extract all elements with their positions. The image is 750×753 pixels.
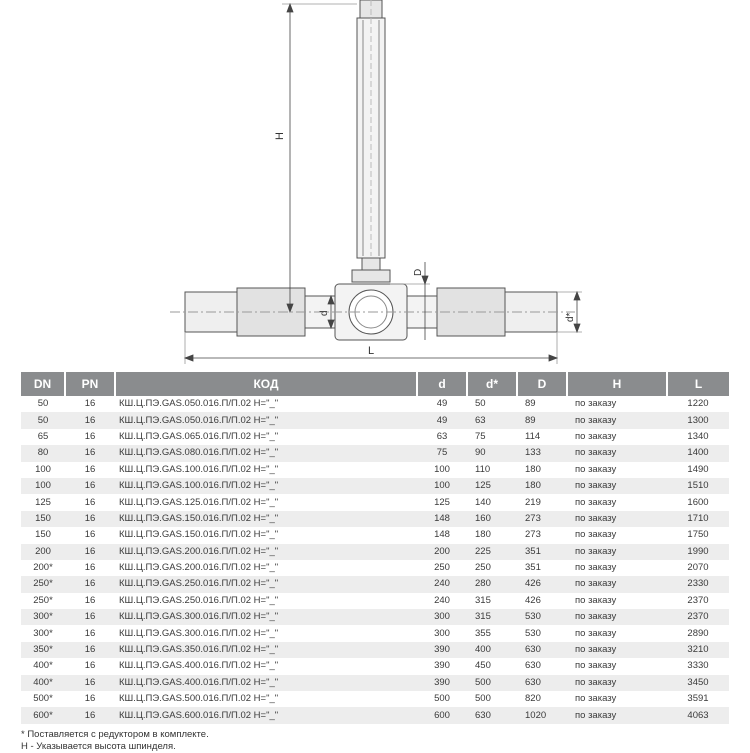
- cell-D: 1020: [517, 707, 567, 723]
- cell-code: КШ.Ц.ПЭ.GAS.300.016.П/П.02 H="_": [115, 609, 417, 625]
- cell-pn: 16: [84, 463, 96, 475]
- table-row: [21, 707, 729, 723]
- cell-D: 89: [517, 412, 567, 428]
- footnote-reducer: * Поставляется с редуктором в комплекте.: [21, 729, 209, 740]
- header-D: D: [517, 372, 567, 396]
- cell-D: 180: [525, 463, 541, 475]
- header-d-star: d*: [467, 372, 517, 396]
- cell-L: 1490: [687, 463, 709, 475]
- table-row: [21, 560, 729, 576]
- table-row: [21, 625, 729, 641]
- cell-L: 3210: [667, 642, 729, 658]
- cell-d-star: 280: [467, 576, 517, 592]
- cell-H: по заказу: [575, 660, 617, 672]
- header-dn: DN: [21, 372, 65, 396]
- cell-d: 300: [434, 627, 450, 639]
- cell-L: 1300: [667, 412, 729, 428]
- cell-pn: 16: [65, 576, 115, 592]
- cell-d-star: 225: [467, 544, 517, 560]
- cell-pn: 16: [84, 398, 96, 410]
- dim-d-label: d: [319, 310, 330, 316]
- table-row: [21, 429, 729, 445]
- cell-d: 250: [434, 562, 450, 574]
- cell-d-star: 315: [467, 609, 517, 625]
- stem-flange: [352, 270, 390, 282]
- spec-table: [21, 372, 729, 724]
- cell-L: 1600: [687, 496, 709, 508]
- cell-pn: 16: [65, 511, 115, 527]
- cell-dn: 200*: [33, 562, 53, 574]
- cell-d: 148: [417, 511, 467, 527]
- cell-d: 200: [417, 544, 467, 560]
- cell-H: по заказу: [567, 642, 667, 658]
- cell-d: 49: [417, 412, 467, 428]
- header-pn: PN: [65, 372, 115, 396]
- cell-pn: 16: [65, 478, 115, 494]
- cell-L: 2070: [687, 562, 709, 574]
- cell-pn: 16: [65, 675, 115, 691]
- cell-L: 3450: [667, 675, 729, 691]
- cell-d: 300: [417, 609, 467, 625]
- cell-H: по заказу: [575, 398, 617, 410]
- cell-code: КШ.Ц.ПЭ.GAS.125.016.П/П.02 H="_": [119, 496, 279, 508]
- cell-H: по заказу: [567, 445, 667, 461]
- table-row: [21, 642, 729, 658]
- cell-D: 530: [525, 627, 541, 639]
- cell-d-star: 250: [475, 562, 491, 574]
- cell-d-star: 450: [475, 660, 491, 672]
- cell-dn: 400*: [21, 675, 65, 691]
- dim-L-label: L: [368, 345, 375, 357]
- dim-d-star-label: d*: [565, 312, 576, 322]
- cell-pn: 16: [84, 594, 96, 606]
- cell-d-star: 125: [467, 478, 517, 494]
- spindle-neck: [362, 258, 380, 270]
- table-row: [21, 691, 729, 707]
- table-row: [21, 511, 729, 527]
- cell-H: по заказу: [567, 544, 667, 560]
- cell-H: по заказу: [567, 412, 667, 428]
- cell-code: КШ.Ц.ПЭ.GAS.150.016.П/П.02 H="_": [115, 511, 417, 527]
- valve-technical-drawing: [0, 0, 750, 370]
- cell-L: 1750: [687, 529, 709, 541]
- cell-D: 630: [525, 660, 541, 672]
- cell-L: 1340: [687, 430, 709, 442]
- cell-d: 240: [417, 576, 467, 592]
- cell-dn: 100: [21, 478, 65, 494]
- cell-dn: 150: [35, 529, 51, 541]
- cell-dn: 350*: [21, 642, 65, 658]
- header-H: H: [567, 372, 667, 396]
- footnote-spindle-height: H - Указывается высота шпинделя.: [21, 741, 176, 752]
- table-row: [21, 544, 729, 560]
- cell-H: по заказу: [575, 693, 617, 705]
- cell-d-star: 63: [467, 412, 517, 428]
- cell-pn: 16: [65, 544, 115, 560]
- cell-pn: 16: [84, 562, 96, 574]
- cell-d: 600: [417, 707, 467, 723]
- cell-d-star: 630: [467, 707, 517, 723]
- cell-code: КШ.Ц.ПЭ.GAS.100.016.П/П.02 H="_": [115, 478, 417, 494]
- cell-H: по заказу: [567, 707, 667, 723]
- dim-D-label: D: [413, 268, 424, 276]
- cell-D: 219: [525, 496, 541, 508]
- cell-dn: 250*: [33, 594, 53, 606]
- cell-d: 390: [417, 675, 467, 691]
- table-row: [21, 445, 729, 461]
- cell-D: 426: [517, 576, 567, 592]
- cell-d: 63: [436, 430, 448, 442]
- table-row: [21, 609, 729, 625]
- cell-L: 2370: [687, 594, 709, 606]
- cell-d-star: 315: [475, 594, 491, 606]
- cell-H: по заказу: [575, 430, 617, 442]
- table-row: [21, 462, 729, 478]
- cell-H: по заказу: [575, 529, 617, 541]
- cell-L: 3330: [687, 660, 709, 672]
- cell-pn: 16: [65, 642, 115, 658]
- cell-pn: 16: [84, 529, 96, 541]
- table-row: [21, 494, 729, 510]
- cell-code: КШ.Ц.ПЭ.GAS.050.016.П/П.02 H="_": [115, 412, 417, 428]
- cell-H: по заказу: [567, 478, 667, 494]
- cell-code: КШ.Ц.ПЭ.GAS.400.016.П/П.02 H="_": [115, 675, 417, 691]
- cell-code: КШ.Ц.ПЭ.GAS.400.016.П/П.02 H="_": [119, 660, 279, 672]
- cell-d: 148: [434, 529, 450, 541]
- cell-d-star: 500: [467, 675, 517, 691]
- cell-L: 2890: [687, 627, 709, 639]
- cell-L: 1220: [687, 398, 709, 410]
- cell-pn: 16: [84, 660, 96, 672]
- cell-d: 75: [417, 445, 467, 461]
- cell-dn: 80: [21, 445, 65, 461]
- cell-d-star: 160: [467, 511, 517, 527]
- cell-dn: 500*: [33, 693, 53, 705]
- cell-dn: 65: [37, 430, 49, 442]
- cell-L: 1400: [667, 445, 729, 461]
- cell-dn: 50: [21, 412, 65, 428]
- cell-H: по заказу: [575, 562, 617, 574]
- cell-D: 630: [517, 642, 567, 658]
- cell-code: КШ.Ц.ПЭ.GAS.250.016.П/П.02 H="_": [115, 576, 417, 592]
- cell-D: 530: [517, 609, 567, 625]
- table-row: [21, 658, 729, 674]
- dim-H-label: H: [274, 132, 286, 140]
- cell-dn: 250*: [21, 576, 65, 592]
- cell-H: по заказу: [575, 463, 617, 475]
- table-row: [21, 675, 729, 691]
- cell-pn: 16: [84, 496, 96, 508]
- header-code: КОД: [115, 372, 417, 396]
- cell-pn: 16: [84, 430, 96, 442]
- cell-D: 820: [525, 693, 541, 705]
- cell-code: КШ.Ц.ПЭ.GAS.350.016.П/П.02 H="_": [115, 642, 417, 658]
- cell-L: 3591: [687, 693, 709, 705]
- cell-pn: 16: [65, 609, 115, 625]
- cell-pn: 16: [65, 445, 115, 461]
- cell-pn: 16: [84, 693, 96, 705]
- table-row: [21, 527, 729, 543]
- cell-code: КШ.Ц.ПЭ.GAS.150.016.П/П.02 H="_": [119, 529, 279, 541]
- table-row: [21, 593, 729, 609]
- cell-D: 273: [517, 511, 567, 527]
- cell-D: 89: [525, 398, 536, 410]
- table-row: [21, 396, 729, 412]
- table-body: [21, 396, 729, 724]
- cell-d: 100: [417, 478, 467, 494]
- cell-d-star: 180: [475, 529, 491, 541]
- cell-H: по заказу: [567, 576, 667, 592]
- cell-D: 351: [525, 562, 541, 574]
- cell-dn: 150: [21, 511, 65, 527]
- cell-d: 100: [434, 463, 450, 475]
- cell-dn: 200: [21, 544, 65, 560]
- cell-H: по заказу: [567, 675, 667, 691]
- cell-H: по заказу: [575, 627, 617, 639]
- cell-dn: 100: [35, 463, 51, 475]
- cell-D: 114: [525, 430, 541, 442]
- cell-L: 1990: [667, 544, 729, 560]
- header-L: L: [667, 372, 729, 396]
- cell-H: по заказу: [575, 496, 617, 508]
- cell-L: 1710: [667, 511, 729, 527]
- cell-H: по заказу: [567, 511, 667, 527]
- cell-d-star: 355: [475, 627, 491, 639]
- cell-code: КШ.Ц.ПЭ.GAS.250.016.П/П.02 H="_": [119, 594, 279, 606]
- cell-d-star: 400: [467, 642, 517, 658]
- cell-d-star: 500: [475, 693, 491, 705]
- cell-dn: 600*: [21, 707, 65, 723]
- cell-dn: 50: [37, 398, 49, 410]
- cell-H: по заказу: [567, 609, 667, 625]
- cell-d: 500: [434, 693, 450, 705]
- cell-pn: 16: [84, 627, 96, 639]
- cell-H: по заказу: [575, 594, 617, 606]
- cell-code: КШ.Ц.ПЭ.GAS.065.016.П/П.02 H="_": [119, 430, 279, 442]
- table-row: [21, 576, 729, 592]
- cell-dn: 300*: [21, 609, 65, 625]
- cell-pn: 16: [65, 412, 115, 428]
- cell-dn: 125: [35, 496, 51, 508]
- cell-L: 4063: [667, 707, 729, 723]
- cell-d: 125: [434, 496, 450, 508]
- cell-D: 630: [517, 675, 567, 691]
- cell-code: КШ.Ц.ПЭ.GAS.500.016.П/П.02 H="_": [119, 693, 279, 705]
- cell-code: КШ.Ц.ПЭ.GAS.300.016.П/П.02 H="_": [119, 627, 279, 639]
- table-row: [21, 478, 729, 494]
- table-row: [21, 412, 729, 428]
- table-header-row: [21, 372, 729, 396]
- cell-d: 390: [417, 642, 467, 658]
- cell-D: 133: [517, 445, 567, 461]
- cell-L: 2330: [667, 576, 729, 592]
- cell-dn: 400*: [33, 660, 53, 672]
- cell-d: 49: [436, 398, 448, 410]
- cell-D: 426: [525, 594, 541, 606]
- cell-d-star: 50: [475, 398, 486, 410]
- cell-code: КШ.Ц.ПЭ.GAS.100.016.П/П.02 H="_": [119, 463, 279, 475]
- cell-D: 273: [525, 529, 541, 541]
- cell-L: 2370: [667, 609, 729, 625]
- cell-code: КШ.Ц.ПЭ.GAS.200.016.П/П.02 H="_": [115, 544, 417, 560]
- cell-d-star: 90: [467, 445, 517, 461]
- cell-d-star: 140: [475, 496, 491, 508]
- cell-code: КШ.Ц.ПЭ.GAS.600.016.П/П.02 H="_": [115, 707, 417, 723]
- cell-d: 390: [434, 660, 450, 672]
- cell-pn: 16: [65, 707, 115, 723]
- cell-code: КШ.Ц.ПЭ.GAS.050.016.П/П.02 H="_": [119, 398, 279, 410]
- cell-D: 351: [517, 544, 567, 560]
- header-d: d: [417, 372, 467, 396]
- cell-dn: 300*: [33, 627, 53, 639]
- cell-code: КШ.Ц.ПЭ.GAS.200.016.П/П.02 H="_": [119, 562, 279, 574]
- footnotes: [21, 729, 729, 753]
- cell-d-star: 110: [475, 463, 491, 475]
- cell-D: 180: [517, 478, 567, 494]
- cell-L: 1510: [667, 478, 729, 494]
- cell-d-star: 75: [475, 430, 486, 442]
- cell-d: 240: [434, 594, 450, 606]
- cell-code: КШ.Ц.ПЭ.GAS.080.016.П/П.02 H="_": [115, 445, 417, 461]
